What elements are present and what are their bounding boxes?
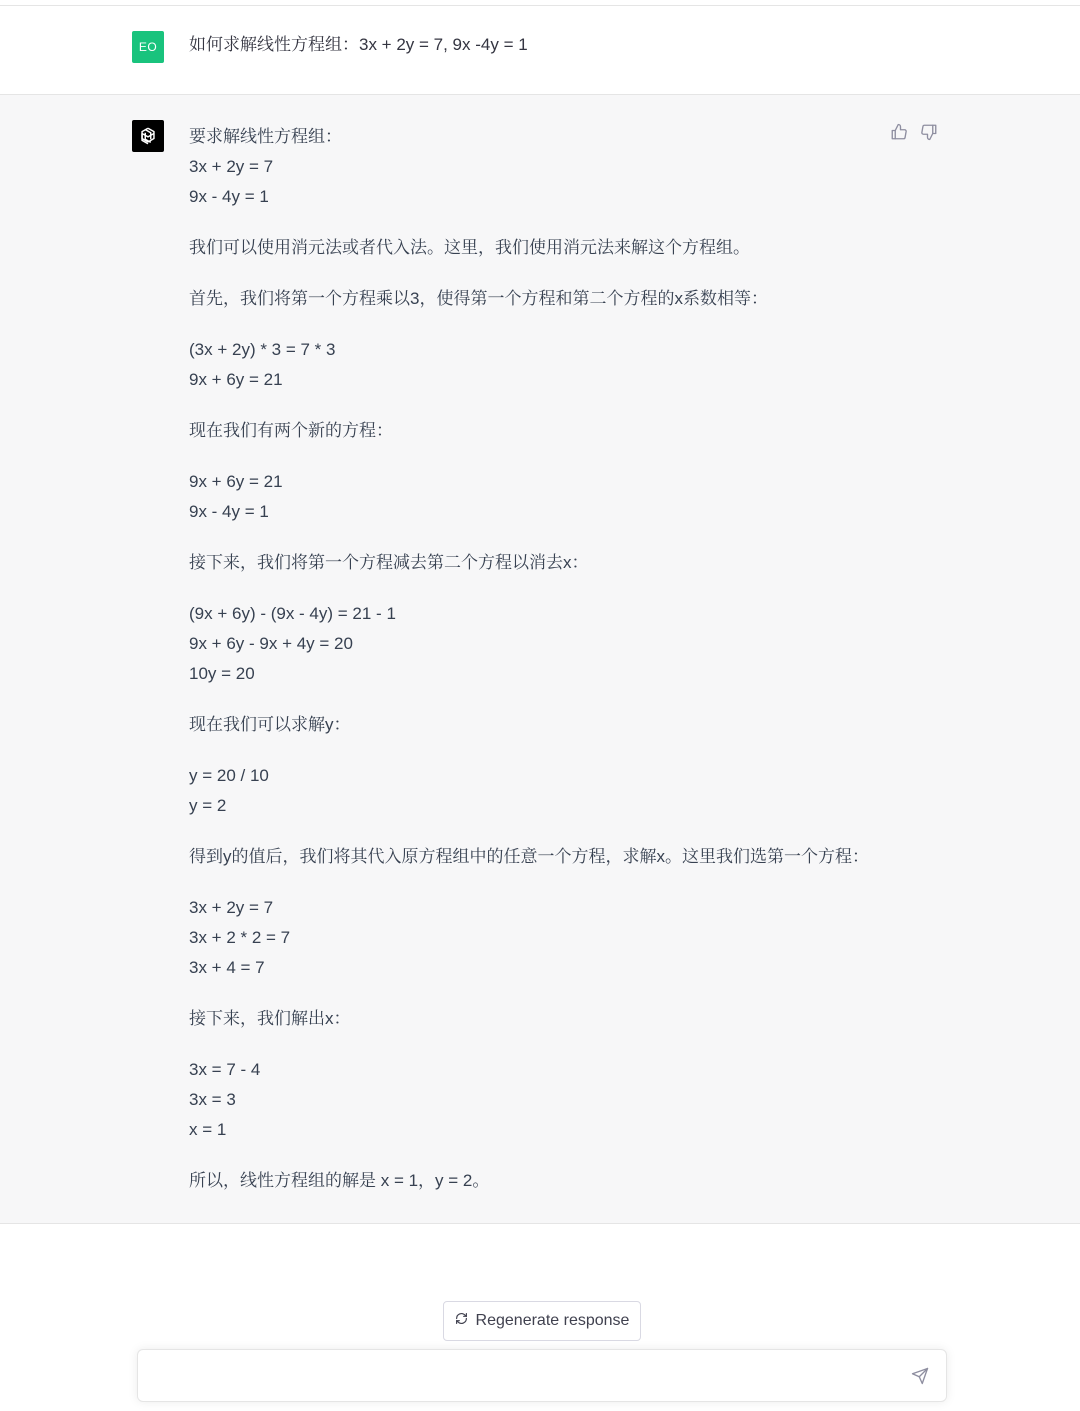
user-message-text: 如何求解线性方程组：3x + 2y = 7, 9x -4y = 1	[189, 35, 528, 54]
answer-line: 现在我们有两个新的方程：	[189, 421, 393, 440]
assistant-message-row	[0, 95, 1080, 1224]
paragraph-gap	[189, 446, 889, 467]
regenerate-label: Regenerate response	[475, 1312, 630, 1329]
answer-line: 所以，线性方程组的解是 x = 1，y = 2。	[189, 1171, 490, 1190]
answer-line: 10y = 20	[189, 664, 255, 683]
answer-line: 3x + 4 = 7	[189, 958, 265, 977]
answer-line: 3x + 2y = 7	[189, 157, 274, 176]
refresh-icon	[455, 1312, 468, 1330]
paragraph-gap	[189, 740, 889, 761]
paragraph-gap	[189, 1145, 889, 1166]
paragraph-gap	[189, 872, 889, 893]
answer-line: 首先，我们将第一个方程乘以3，使得第一个方程和第二个方程的x系数相等：	[189, 289, 768, 308]
answer-line: 得到y的值后，我们将其代入原方程组中的任意一个方程，求解x。这里我们选第一个方程：	[189, 847, 869, 866]
answer-line: (3x + 2y) * 3 = 7 * 3	[189, 340, 336, 359]
paragraph-gap	[189, 821, 889, 842]
message-composer	[137, 1349, 947, 1402]
answer-line: 9x + 6y = 21	[189, 472, 283, 491]
openai-logo-icon	[132, 120, 164, 152]
send-icon[interactable]	[911, 1367, 931, 1387]
answer-line: 3x = 7 - 4	[189, 1060, 261, 1079]
answer-line: 要求解线性方程组：	[189, 127, 342, 146]
paragraph-gap	[189, 578, 889, 599]
paragraph-gap	[189, 212, 889, 233]
user-avatar: EO	[132, 31, 164, 63]
answer-line: 接下来，我们将第一个方程减去第二个方程以消去x：	[189, 553, 589, 572]
paragraph-gap	[189, 1034, 889, 1055]
regenerate-response-button[interactable]	[443, 1301, 641, 1341]
answer-line: y = 20 / 10	[189, 766, 269, 785]
answer-line: 3x = 3	[189, 1090, 236, 1109]
answer-line: 9x - 4y = 1	[189, 187, 269, 206]
paragraph-gap	[189, 983, 889, 1004]
paragraph-gap	[189, 314, 889, 335]
user-message-row	[0, 6, 1080, 95]
answer-line: 9x + 6y - 9x + 4y = 20	[189, 634, 353, 653]
feedback-buttons	[890, 123, 938, 141]
thumbs-down-icon[interactable]	[920, 123, 938, 141]
answer-line: 3x + 2y = 7	[189, 898, 274, 917]
answer-line: x = 1	[189, 1120, 227, 1139]
answer-line: 我们可以使用消元法或者代入法。这里，我们使用消元法来解这个方程组。	[189, 238, 750, 257]
assistant-message-text	[189, 122, 889, 1196]
paragraph-gap	[189, 689, 889, 710]
paragraph-gap	[189, 527, 889, 548]
answer-line: 9x + 6y = 21	[189, 370, 283, 389]
paragraph-gap	[189, 395, 889, 416]
answer-line: y = 2	[189, 796, 227, 815]
thumbs-up-icon[interactable]	[890, 123, 908, 141]
answer-line: 3x + 2 * 2 = 7	[189, 928, 291, 947]
answer-line: 现在我们可以求解y：	[189, 715, 351, 734]
paragraph-gap	[189, 263, 889, 284]
answer-line: 接下来，我们解出x：	[189, 1009, 351, 1028]
message-input[interactable]	[152, 1364, 892, 1388]
answer-line: (9x + 6y) - (9x - 4y) = 21 - 1	[189, 604, 396, 623]
answer-line: 9x - 4y = 1	[189, 502, 269, 521]
